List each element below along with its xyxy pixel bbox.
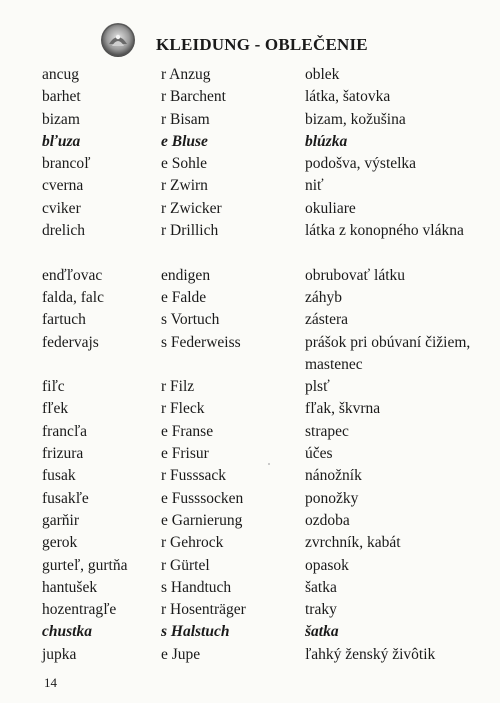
term-slovak: ozdoba <box>305 511 350 529</box>
term-dialect: bizam <box>42 110 80 128</box>
table-row <box>0 621 500 643</box>
table-row <box>0 555 500 577</box>
term-dialect: hozentragľe <box>42 601 117 619</box>
term-dialect: gerok <box>42 534 78 552</box>
term-slovak: šatka <box>305 623 339 641</box>
term-slovak: oblek <box>305 66 340 83</box>
scan-speck <box>268 463 270 465</box>
term-german: r Drillich <box>161 222 219 240</box>
table-row <box>0 510 500 532</box>
term-dialect: federvajs <box>42 333 99 351</box>
table-row <box>0 465 500 487</box>
table-row <box>0 198 500 220</box>
term-dialect: cviker <box>42 199 81 217</box>
term-slovak: šatka <box>305 578 337 596</box>
term-dialect: bľuza <box>42 132 81 150</box>
emblem-icon <box>100 22 136 58</box>
table-row <box>0 488 500 510</box>
term-german: e Falde <box>161 288 207 306</box>
table-row <box>0 421 500 443</box>
term-german: e Fusssocken <box>161 489 244 507</box>
term-german: r Fleck <box>161 400 205 418</box>
term-german: s Halstuch <box>161 623 230 641</box>
term-german: e Bluse <box>161 132 208 150</box>
table-row <box>0 532 500 554</box>
term-dialect: ancug <box>42 66 80 83</box>
term-dialect: falda, falc <box>42 288 104 306</box>
term-slovak: záhyb <box>305 288 343 306</box>
table-row <box>0 175 500 197</box>
term-german: endigen <box>161 266 211 284</box>
table-row <box>0 398 500 420</box>
term-slovak: ľahký ženský živôtik <box>305 645 436 663</box>
table-row <box>0 376 500 398</box>
term-dialect: fľek <box>42 400 69 418</box>
term-german: e Frisur <box>161 445 209 463</box>
term-dialect: jupka <box>42 645 77 663</box>
term-german: r Barchent <box>161 88 226 106</box>
term-german: r Zwicker <box>161 199 222 217</box>
term-slovak: opasok <box>305 556 349 574</box>
term-german: s Vortuch <box>161 311 220 329</box>
table-row <box>0 577 500 599</box>
term-dialect: francľa <box>42 422 88 440</box>
term-dialect: hantušek <box>42 578 98 596</box>
term-slovak: bizam, kožušina <box>305 110 406 128</box>
term-dialect: fusak <box>42 467 76 485</box>
term-slovak: traky <box>305 601 337 619</box>
table-row <box>0 599 500 621</box>
term-slovak: strapec <box>305 422 349 440</box>
term-slovak: ponožky <box>305 489 359 507</box>
term-german: r Hosenträger <box>161 601 246 619</box>
page-number: 14 <box>44 675 57 690</box>
term-german: r Gürtel <box>161 556 210 574</box>
term-german: e Franse <box>161 422 214 440</box>
table-row <box>0 64 500 86</box>
term-dialect: fartuch <box>42 311 86 329</box>
term-german: r Bisam <box>161 110 210 128</box>
term-german: s Federweiss <box>161 333 241 351</box>
term-slovak: blúzka <box>305 132 348 150</box>
term-dialect: barhet <box>42 88 81 106</box>
term-slovak: fľak, škvrna <box>305 400 381 418</box>
term-slovak: prášok pri obúvaní čižiem, mastenec <box>305 333 471 373</box>
table-row <box>0 220 500 265</box>
term-german: e Jupe <box>161 645 201 663</box>
table-row <box>0 153 500 175</box>
term-slovak: podošva, výstelka <box>305 155 417 173</box>
table-row <box>0 332 500 377</box>
term-german: r Fusssack <box>161 467 227 485</box>
term-slovak: niť <box>305 177 324 195</box>
table-row <box>0 287 500 309</box>
term-slovak: okuliare <box>305 199 356 217</box>
term-dialect: enďľovac <box>42 266 103 284</box>
term-german: r Anzug <box>161 66 211 83</box>
term-dialect: gurteľ, gurtňa <box>42 556 128 574</box>
page-header <box>0 0 500 70</box>
term-slovak: nánožník <box>305 467 362 485</box>
table-row <box>0 131 500 153</box>
term-dialect: garňir <box>42 511 80 529</box>
term-dialect: brancoľ <box>42 155 91 173</box>
term-dialect: fiľc <box>42 378 65 396</box>
term-slovak: zvrchník, kabát <box>305 534 401 552</box>
table-row <box>0 644 500 666</box>
term-german: s Handtuch <box>161 578 232 596</box>
table-row <box>0 443 500 465</box>
table-row <box>0 265 500 287</box>
term-slovak: zástera <box>305 311 349 329</box>
table-row <box>0 309 500 331</box>
page-title: KLEIDUNG - OBLEČENIE <box>156 35 368 54</box>
term-german: e Sohle <box>161 155 208 173</box>
table-row <box>0 86 500 108</box>
term-dialect: drelich <box>42 222 86 240</box>
term-german: r Filz <box>161 378 195 396</box>
term-dialect: cverna <box>42 177 84 195</box>
term-dialect: fusakľe <box>42 489 89 507</box>
term-slovak: účes <box>305 445 333 463</box>
glossary-table <box>0 64 500 666</box>
term-german: r Gehrock <box>161 534 224 552</box>
term-slovak: obrubovať látku <box>305 266 406 284</box>
table-row <box>0 109 500 131</box>
term-dialect: frizura <box>42 445 84 463</box>
term-slovak: látka, šatovka <box>305 88 391 106</box>
term-slovak: látka z konopného vlákna <box>305 222 464 240</box>
term-german: e Garnierung <box>161 511 243 529</box>
term-dialect: chustka <box>42 623 92 641</box>
term-slovak: plsť <box>305 378 330 396</box>
term-german: r Zwirn <box>161 177 208 195</box>
